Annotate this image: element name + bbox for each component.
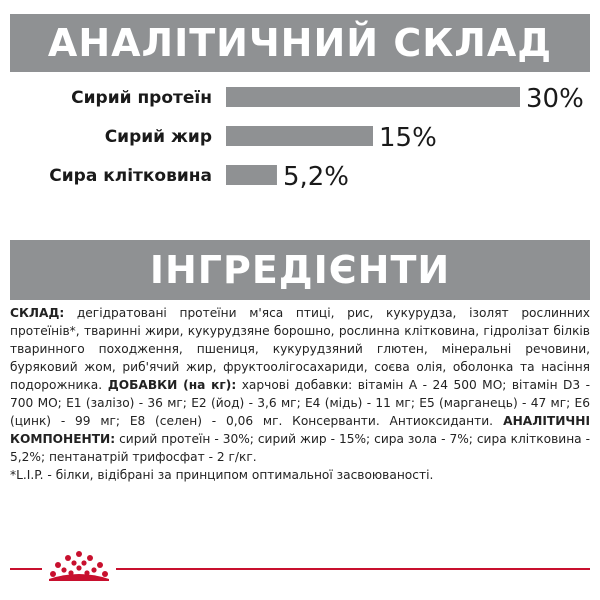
composition-text: дегідратовані протеїни м'яса птиці, рис, кукурудза, ізолят рослинних протеїнів*, тваринні жири, кукурудзяне борошно, рослинна клітковина, гідролізат білків тваринного походження, пшениця, кукурудзяний глютен, мінеральні речовини, буряковий жом, риб'ячий жир, фруктоолігосахариди, соєва олія, оболонка та насіння подорожника. (10, 306, 590, 392)
analytical-components-label: АНАЛІТИЧНІ КОМПОНЕНТИ: (10, 414, 590, 446)
category-label: Сира клітковина (49, 166, 212, 186)
brand-footer (10, 549, 590, 581)
additives-text: харчові добавки: вітамін А - 24 500 МО; вітамін D3 - 700 МО; E1 (залізо) - 36 мг; E2 (йод) - 3,6 мг; E4 (мідь) - 11 мг; E5 (марганець) - 47 мг; E6 (цинк) - 99 мг; E8 (селен) - 0,06 мг. Консерванти. Антиоксиданти. (10, 378, 590, 428)
royal-canin-crown-icon (44, 549, 114, 581)
composition-label: СКЛАД: (10, 306, 65, 320)
bar (226, 126, 373, 146)
ingredients-text (10, 304, 590, 484)
ingredients-paragraph (10, 304, 590, 466)
category-label: Сирий протеїн (71, 88, 212, 108)
value-label: 30% (526, 84, 584, 114)
analytical-composition-chart (0, 78, 600, 198)
bar (226, 165, 277, 185)
analytical-components-text: сирий протеїн - 30%; сирий жир - 15%; сира зола - 7%; сира клітковина - 5,2%; пентанатрій трифосфат - 2 г/кг. (10, 432, 590, 464)
footer-line-right (116, 568, 590, 570)
footnote: *L.I.P. - білки, відібрані за принципом оптимальної засвоюваності. (10, 468, 434, 482)
ingredients-header: ІНГРЕДІЄНТИ (10, 240, 590, 300)
footer-line-left (10, 568, 42, 570)
analytical-composition-header: АНАЛІТИЧНИЙ СКЛАД (10, 14, 590, 72)
bar (226, 87, 520, 107)
value-label: 15% (379, 123, 437, 153)
category-label: Сирий жир (104, 127, 212, 147)
value-label: 5,2% (282, 162, 350, 192)
additives-label: ДОБАВКИ (на кг): (102, 378, 237, 392)
